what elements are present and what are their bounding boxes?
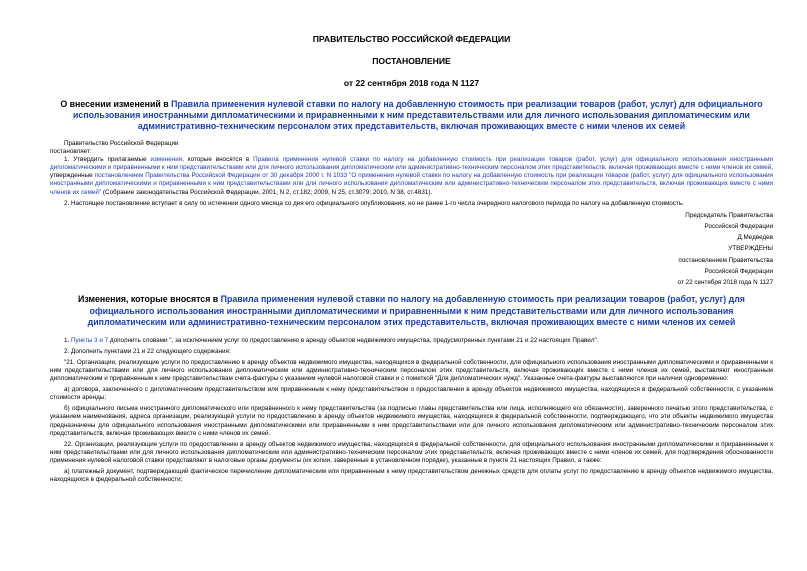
title-rules-link[interactable]: Правила применения нулевой ставки по налогу на добавленную стоимость при реализации товаров (работ, услуг) для официального использования иностранными дипломатическими и приравненными к ним представительствами или для личного использования дипломатическим или административно-техническим персоналом этих представительств, включая проживающих вместе с ними членов их семей — [73, 99, 763, 131]
preamble-resolves: постановляет: — [50, 148, 92, 156]
item1-text-3: , утвержденные — [50, 164, 773, 180]
changes-title-prefix: Изменения, которые вносятся в — [78, 294, 221, 305]
government-header: ПРАВИТЕЛЬСТВО РОССИЙСКОЙ ФЕДЕРАЦИИ — [312, 34, 511, 44]
item-1 — [50, 156, 773, 196]
signature-block — [50, 210, 773, 288]
change1-rest: дополнить словами ", за исключением услуг по предоставлению в аренду объектов недвижимого имущества, предусмотренных пунктами 21 и 22 настоящих Правил". — [108, 336, 599, 344]
document-date: от 22 сентября 2018 года N 1127 — [343, 78, 480, 88]
document-type: ПОСТАНОВЛЕНИЕ — [372, 56, 451, 66]
paragraph-21-a: а) договора, заключенного с дипломатическим представительством или приравненным к нему представительством о предоставлении в аренду объектов недвижимого имущества, находящихся в федеральной собственности, с указанием стоимости аренды; — [50, 386, 773, 402]
preamble-government: Правительство Российской Федерации — [64, 140, 179, 147]
signature-position-2: Российской Федерации — [704, 222, 773, 230]
item1-text-2: , которые вносятся в — [182, 156, 254, 164]
item1-text-4: (Собрание законодательства Российской Федерации, 2001, N 2, ст.182; 2009, N 25, ст.3079; 2010, N 38, ст.4831). — [101, 188, 433, 196]
changes-link[interactable]: изменения — [150, 156, 183, 164]
approved-by-1: постановлением Правительства — [678, 256, 773, 264]
change1-prefix: 1. — [64, 336, 72, 344]
paragraph-22-a: а) платежный документ, подтверждающий фактическое перечисление дипломатическим или приравненным к нему представительством денежных средств для оплаты услуг по предоставлению в аренду объектов недвижимого имущества, находящихся в федеральной собственности; — [50, 467, 773, 484]
approved-by-2: Российской Федерации — [704, 267, 773, 275]
document-title — [50, 99, 773, 132]
paragraph-21: "21. Организации, реализующие услуги по предоставлению в аренду объектов недвижимого имущества, находящихся в федеральной собственности, для официального использования иностранными дипломатическими и приравненными к ним представительствами или для личного использования дипломатическим или административно-техническим персоналом этих представительств, включая проживающих вместе с ними членов их семей, выставляют иностранным дипломатическим и приравненным к ним представительствам счета-фактуры с указанием нулевой налоговой ставки и с пометкой "Для дипломатических нужд". Указанные счета-фактуры выставляются при наличии одновременно: — [50, 358, 773, 383]
resolution-1033-link[interactable]: постановлением Правительства Российской Федерации от 30 декабря 2000 г. N 1033 "О применении нулевой ставки по налогу на добавленную стоимость при реализации товаров (работ, услуг) для официального использования иностранными дипломатическими и приравненными к ним представительствами или для личного использования дипломатическим или административно-техническим персоналом этих представительств, включая проживающих вместе с ними членов их семей" — [50, 172, 773, 196]
change-1 — [50, 337, 773, 345]
signature-name: Д.Медведев — [737, 234, 773, 242]
changes-title-rules-link[interactable]: Правила применения нулевой ставки по налогу на добавленную стоимость при реализации товаров (работ, услуг) для официального использования иностранными дипломатическими и приравненными к ним представительствами или для личного использования дипломатическим или административно-техническим персоналом этих представительств, включая проживающих вместе с ними членов их семей — [87, 294, 745, 328]
paragraph-21-b: б) официального письма иностранного дипломатического или приравненного к нему представительства (за подписью главы представительства или лица, исполняющего его обязанности), заверенного печатью этого представительства, с указанием наименования, адреса организации, реализующей услуги по предоставлению в аренду объектов недвижимого имущества, находящихся в федеральной собственности, подтверждающего, что эти объекты недвижимого имущества предназначены для официального использования иностранными дипломатическими или приравненными к ним представительствами или для личного использования дипломатическим или административно-техническим персоналом этих представительств, включая проживающих вместе с ними членов их семей. — [50, 405, 773, 437]
change-2: 2. Дополнить пунктами 21 и 22 следующего содержания: — [64, 347, 231, 355]
approved-label: УТВЕРЖДЕНЫ — [728, 245, 773, 253]
paragraph-22: 22. Организации, реализующие услуги по предоставлению в аренду объектов недвижимого имущества, находящихся в федеральной собственности, для официального использования иностранными дипломатическими и приравненными к ним представительствами или для личного использования дипломатическим или административно-техническим персоналом этих представительств, включая проживающих вместе с ними членов их семей, для подтверждения обоснованности применения нулевой налоговой ставки представляют в налоговые органы документы (их копии, заверенные в установленном порядке), указанные в пункте 21 настоящих Правил, а также: — [50, 440, 773, 464]
rules-link[interactable]: Правила применения нулевой ставки по налогу на добавленную стоимость при реализации товаров (работ, услуг) для официального использования иностранными дипломатическими и приравненными к ним представительствами или для личного использования дипломатическим или административно-техническим персоналом этих представительств, включая проживающих вместе с ними членов их семей — [50, 156, 773, 172]
title-prefix: О внесении изменений в — [60, 99, 172, 109]
signature-position-1: Председатель Правительства — [685, 211, 773, 219]
changes-title — [50, 294, 773, 329]
item1-text-1: 1. Утвердить прилагаемые — [64, 156, 151, 164]
item-2: 2. Настоящее постановление вступает в силу по истечении одного месяца со дня его официального опубликования, но не ранее 1-го числа очередного налогового периода по налогу на добавленную стоимость. — [64, 199, 684, 207]
approved-date: от 22 сентября 2018 года N 1127 — [677, 278, 773, 286]
points-3-7-link[interactable]: Пункты 3 и 7 — [71, 336, 109, 344]
